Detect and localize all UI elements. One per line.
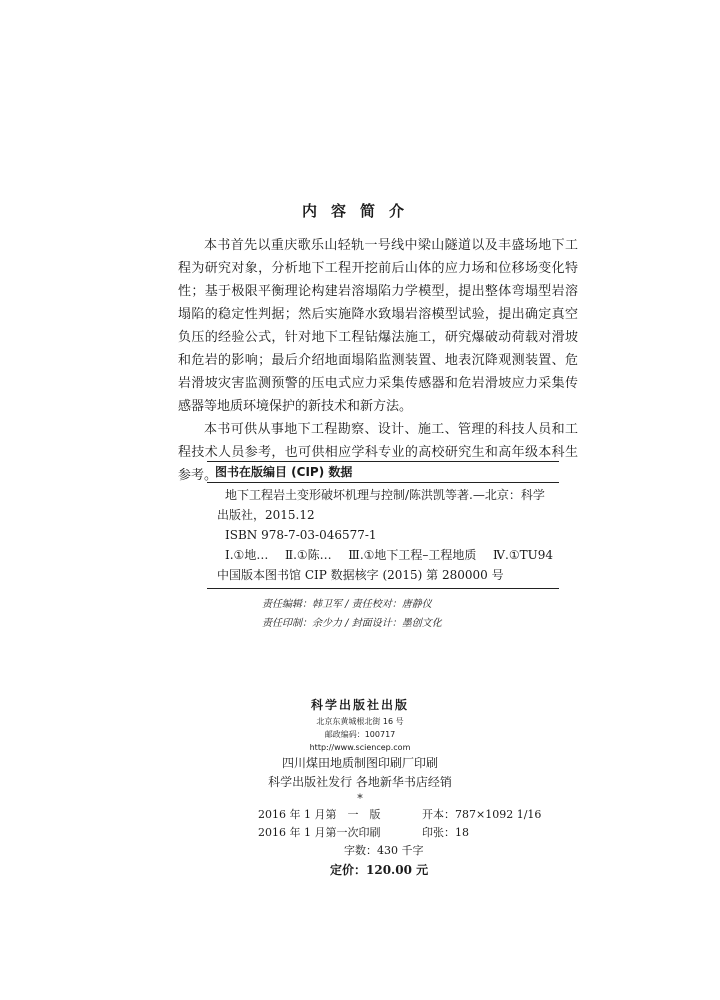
price: 定价：120.00 元 [330, 863, 429, 877]
cip-book-line-2: 出版社，2015.12 [217, 508, 315, 522]
publisher-postcode: 邮政编码：100717 [324, 730, 396, 739]
summary-title: 内容简介 [301, 202, 418, 220]
sheets-info: 印张：18 [422, 826, 469, 839]
distributor: 科学出版社发行 各地新华书店经销 [268, 775, 452, 789]
cip-isbn: ISBN 978-7-03-046577-1 [225, 528, 377, 542]
publisher-block [0, 695, 720, 805]
editor-line-2: 责任印制：余少力 / 封面设计：墨创文化 [262, 618, 442, 629]
cip-class-3: Ⅲ.①地下工程–工程地质 [348, 548, 477, 562]
cip-class-4: Ⅳ.①TU94 [493, 548, 553, 562]
summary-paragraph-1: 本书首先以重庆歌乐山轻轨一号线中梁山隧道以及丰盛场地下工程为研究对象，分析地下工程开挖前后山体的应力场和位移场变化特性；基于极限平衡理论构建岩溶塌陷力学模型，提出整体弯塌型岩溶塌陷的稳定性判据；然后实施降水致塌岩溶模型试验，提出确定真空负压的经验公式，针对地下工程钻爆法施工，研究爆破动荷载对滑坡和危岩的影响；最后介绍地面塌陷监测装置、地表沉降观测装置、危岩滑坡灾害监测预警的压电式应力采集传感器和危岩滑坡应力采集传感器等地质环境保护的新技术和新方法。 [178, 238, 578, 414]
cip-class-2: Ⅱ.①陈… [284, 548, 332, 562]
edition-info: 2016 年 1 月第 一 版 [258, 808, 381, 821]
cip-body [207, 483, 559, 588]
cip-book-line-1: 地下工程岩土变形破坏机理与控制/陈洪凯等著.—北京：科学 [225, 488, 545, 502]
printer: 四川煤田地质制图印刷厂印刷 [281, 756, 438, 770]
price-row [258, 861, 541, 879]
separator-star: * [357, 792, 363, 805]
publisher-url: http://www.sciencep.com [309, 743, 411, 752]
editor-line-1: 责任编辑：韩卫军 / 责任校对：唐静仪 [262, 599, 432, 610]
words-row [258, 842, 541, 860]
print-specs [258, 806, 541, 879]
cip-class-1: Ⅰ.①地… [225, 548, 269, 562]
publisher-name: 科学出版社出版 [310, 698, 409, 712]
cip-data-box [207, 461, 559, 589]
summary-paragraph-2: 本书可供从事地下工程勘察、设计、施工、管理的科技人员和工程技术人员参考，也可供相应学科专业的高校研究生和高年级本科生参考。 [178, 422, 578, 483]
format-info: 开本：787×1092 1/16 [422, 808, 542, 821]
cip-data-number: 中国版本图书馆 CIP 数据核字 (2015) 第 280000 号 [217, 568, 504, 582]
summary-text [178, 234, 578, 487]
printing-info: 2016 年 1 月第一次印刷 [258, 826, 381, 839]
cip-classification [217, 545, 559, 565]
publisher-address: 北京东黄城根北街 16 号 [316, 717, 404, 726]
word-count: 字数：430 千字 [344, 844, 424, 857]
cip-title: 图书在版编目 (CIP) 数据 [207, 462, 559, 483]
editor-credits [262, 595, 442, 633]
